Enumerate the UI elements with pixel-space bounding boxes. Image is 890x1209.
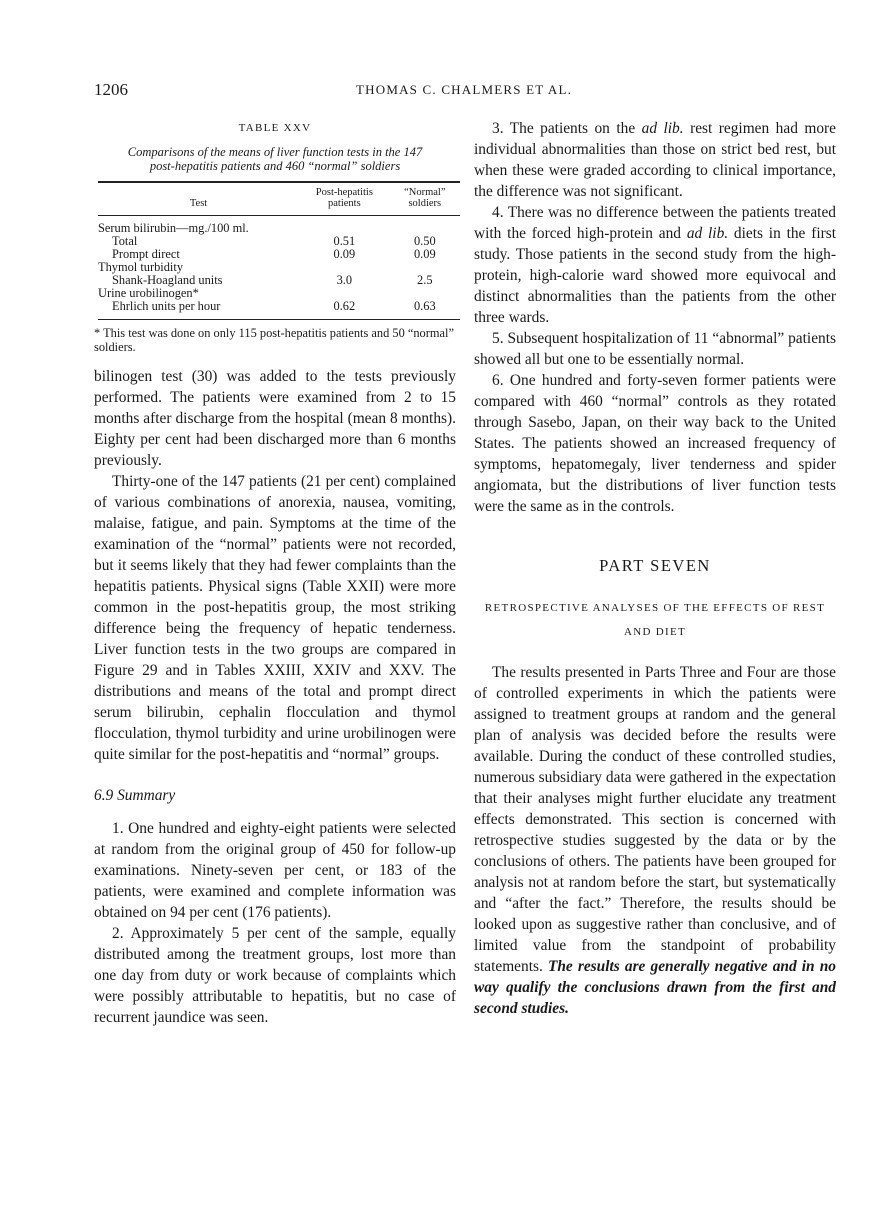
row-label: Prompt direct (112, 247, 180, 261)
column-header-test: Test (98, 182, 299, 216)
italic-run: ad lib. (641, 120, 684, 137)
post-value: 0.62 (299, 300, 390, 320)
row-label: Ehrlich units per hour (98, 300, 299, 320)
part-subtitle-line: AND DIET (623, 626, 687, 638)
column-header-normal: “Normal” soldiers (390, 182, 460, 216)
left-column (94, 118, 456, 1028)
paragraph: Thirty-one of the 147 patients (21 per cent) complained of various combinations of anorexia, nausea, vomiting, malaise, fatigue, and pain. Symptoms at the time of the examination of the “normal” patients were not recorded, but it seems likely that they had fewer complaints than the hepatitis patients. Physical signs (Table XXII) were more common in the post-hepatitis group, the most striking difference being the frequency of hepatic tenderness. Liver function tests in the two groups are compared in Figure 29 and in Tables XXIII, XXIV and XXV. The distributions and means of the total and prompt direct serum bilirubin, cephalin flocculation and thymol flocculation, thymol turbidity and urine urobilinogen were quite similar for the post-hepatitis and “normal” groups. (94, 473, 456, 763)
table-row (98, 216, 460, 236)
normal-value: 2.5 (417, 273, 433, 287)
text-run: The results presented in Parts Three and Four are those of controlled experiments in which the patients were assigned to treatment groups at random and the general plan of analysis was decided before the results were available. During the conduct of these controlled studies, numerous subsidiary data were gathered in the expectation that their analyses might further elucidate any treatment effects demonstrated. This section is concerned with retrospective studies suggested by the data or by the conclusions of others. The patients have been grouped for analysis not at random before the start, but systematically and “after the fact.” Therefore, the results should be looked upon as suggestive rather than conclusive, and of limited value from the standpoint of probability statements. (474, 664, 836, 975)
text-run: diets in the first study. Those patients in the second study from the high-protein, high-calorie ward showed more equivocal and distinct abnormalities than the patients from the other three wards. (474, 225, 836, 326)
row-label: Total (112, 234, 138, 248)
part-subtitle-line: RETROSPECTIVE ANALYSES OF THE EFFECTS OF REST (484, 602, 826, 614)
paragraph: bilinogen test (30) was added to the tests previously performed. The patients were examined from 2 to 15 months after discharge from the hospital (mean 8 months). Eighty per cent had been discharged more than 6 months previously. (94, 368, 456, 469)
row-label: Serum bilirubin—mg./100 ml. (98, 221, 249, 235)
running-head: THOMAS C. CHALMERS ET AL. (356, 82, 573, 97)
summary-item: 6. One hundred and forty-seven former patients were compared with 460 “normal” controls as they rotated through Sasebo, Japan, on their way back to the United States. The patients showed an increased frequency of symptoms, hepatomegaly, liver tenderness and spider angiomata, but the distributions of liver function tests were the same as in the controls. (474, 372, 836, 515)
table-caption-line: post-hepatitis patients and 460 “normal” soldiers (149, 159, 401, 173)
summary-item: 2. Approximately 5 per cent of the sample, equally distributed among the treatment groups, lost more than one day from duty or work because of complaints which were possibly attributable to hepatitis, but no case of recurrent jaundice was seen. (94, 925, 456, 1026)
column-header-post-hepatitis: Post-hepatitis patients (299, 182, 390, 216)
row-label: Thymol turbidity (98, 260, 184, 274)
page-number: 1206 (94, 80, 128, 99)
summary-item: 5. Subsequent hospitalization of 11 “abnormal” patients showed all but one to be essentially normal. (474, 330, 836, 368)
table-caption-line: Comparisons of the means of liver function tests in the 147 (127, 145, 423, 159)
text-run: 4. There was no difference between the patients treated with the forced high-protein and (474, 204, 836, 242)
table-caption (94, 145, 456, 173)
normal-value: 0.63 (390, 300, 460, 320)
post-value (299, 216, 390, 236)
italic-run: The results are generally negative and in no way qualify the conclusions drawn from the first and second studies. (474, 958, 836, 1017)
normal-value (390, 216, 460, 236)
row-label: Urine urobilinogen* (98, 286, 199, 300)
paragraph (474, 662, 836, 1019)
normal-value: 0.09 (413, 247, 436, 261)
row-label: Shank-Hoagland units (112, 273, 223, 287)
liver-function-table (98, 181, 460, 320)
part-subtitle (474, 596, 836, 644)
post-value: 0.51 (333, 234, 356, 248)
summary-item (474, 202, 836, 328)
table-footnote: * This test was done on only 115 post-hepatitis patients and 50 “normal” soldiers. (94, 326, 454, 354)
post-value: 0.09 (333, 247, 356, 261)
right-column (474, 118, 836, 1019)
post-value: 3.0 (336, 273, 353, 287)
normal-value: 0.50 (413, 234, 436, 248)
section-heading: 6.9 Summary (94, 787, 176, 804)
part-title: PART SEVEN (599, 556, 711, 575)
text-run: rest regimen had more individual abnormalities than those on strict bed rest, but when these were graded according to clinical importance, the difference was not significant. (474, 120, 836, 200)
italic-run: ad lib. (686, 225, 729, 242)
table-title: TABLE XXV (238, 122, 312, 134)
table-row (98, 300, 460, 320)
summary-item: 1. One hundred and eighty-eight patients were selected at random from the original group of 450 for follow-up examinations. Ninety-seven per cent, or 183 of the patients, were examined and complete information was obtained on 94 per cent (176 patients). (94, 820, 456, 921)
text-run: 3. The patients on the (492, 120, 642, 137)
summary-item (474, 118, 836, 202)
